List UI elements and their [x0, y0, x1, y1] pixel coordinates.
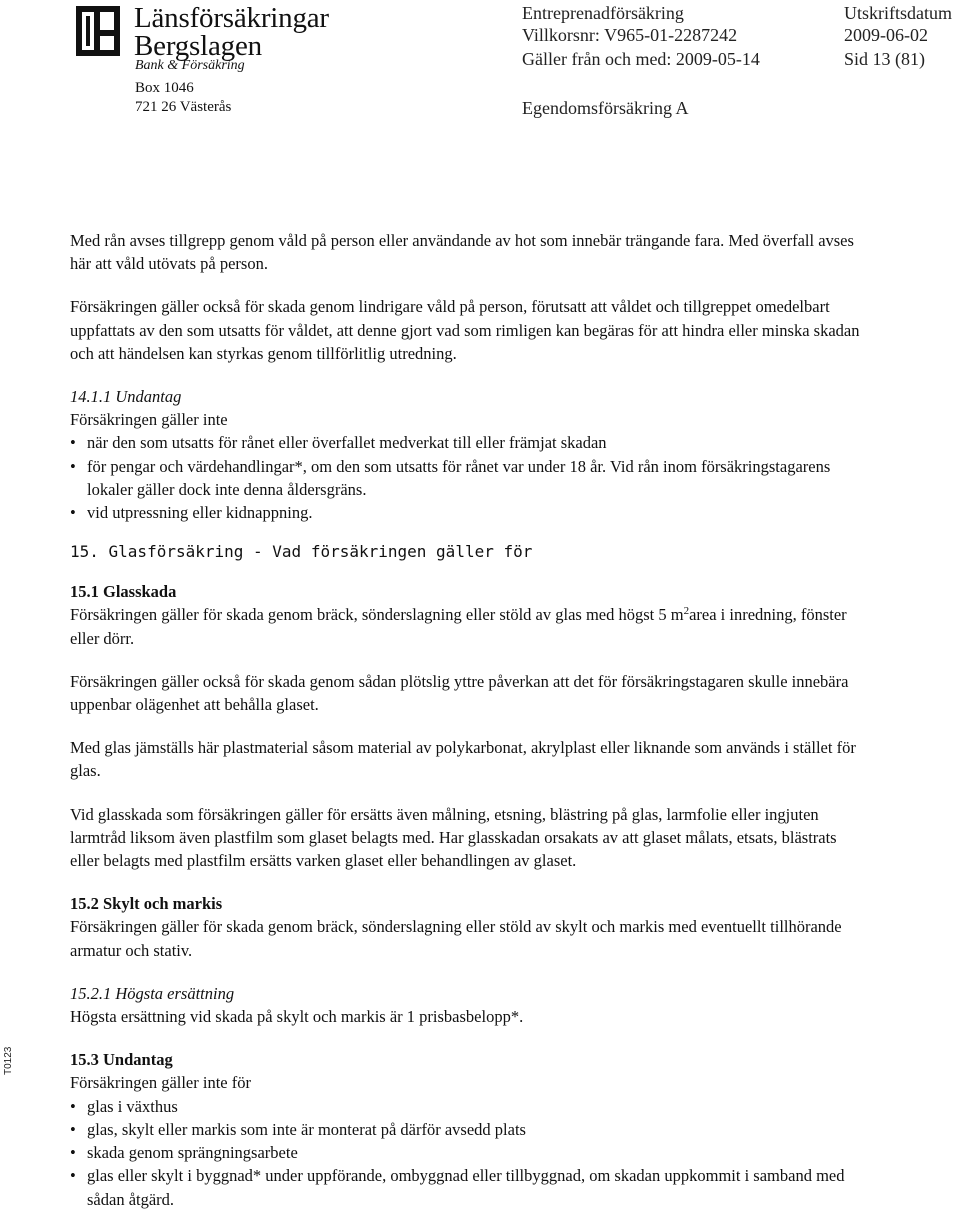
- paragraph-glass-treatment: Vid glasskada som försäkringen gäller för ersätts även målning, etsning, blästring på glas, larmfolie eller ingjuten larmtråd liksom även plastfilm som glaset belagts med. Har glasskadan orsakats av att glaset målats, etsats, blästrats eller belagts med plastfilm ersätts varken glaset eller behandlingen av glaset.: [70, 804, 837, 871]
- paragraph-lesser-violence: Försäkringen gäller också för skada genom lindrigare våld på person, förutsatt att våldet och tillgreppet omedelbart uppfattats av den som utsatts för våldet, att denne gjort vad som rimligen kan begäras för att hindra eller minska skadan och att händelsen kan styrkas genom tillförlitlig utredning.: [70, 297, 860, 363]
- brand-tagline: Bank & Försäkring: [135, 58, 245, 73]
- exclusions-intro-15: Försäkringen gäller inte för: [70, 1073, 251, 1093]
- exclusions-intro: Försäkringen gäller inte: [70, 410, 228, 430]
- side-code: T0123: [3, 1046, 14, 1075]
- heading-15-2-1: 15.2.1 Högsta ersättning: [70, 983, 235, 1003]
- list-item: • skada genom sprängningsarbete: [70, 1141, 870, 1164]
- paragraph-plastic-material: Med glas jämställs här plastmaterial såsom material av polykarbonat, akrylplast eller liknande som används i stället för glas.: [70, 738, 856, 781]
- brand-name-line1: Länsförsäkringar: [134, 2, 329, 34]
- paragraph-max-compensation: Högsta ersättning vid skada på skylt och markis är 1 prisbasbelopp*.: [70, 1007, 524, 1027]
- exclusions-list-15: [70, 1095, 870, 1211]
- page-number: Sid 13 (81): [844, 49, 925, 69]
- list-item: • för pengar och värdehandlingar*, om den som utsatts för rånet var under 18 år. Vid rån inom försäkringstagarens lokaler gäller dock inte denna åldersgräns.: [70, 455, 870, 501]
- brand-name-line2: Bergslagen: [134, 30, 262, 62]
- heading-15-2: 15.2 Skylt och markis: [70, 894, 223, 914]
- paragraph-robbery-definition: Med rån avses tillgrepp genom våld på person eller användande av hot som innebär trängande fara. Med överfall avses här att våld utövats på person.: [70, 231, 854, 274]
- print-date-label: Utskriftsdatum: [844, 3, 952, 23]
- document-body: [70, 229, 870, 1211]
- list-item: • glas i växthus: [70, 1095, 870, 1118]
- print-date: 2009-06-02: [844, 25, 928, 45]
- paragraph-sign-awning: Försäkringen gäller för skada genom bräck, sönderslagning eller stöld av skylt och markis med eventuellt tillhörande armatur och stativ.: [70, 917, 842, 960]
- terms-number: Villkorsnr: V965-01-2287242: [522, 25, 738, 45]
- exclusions-list-14: [70, 431, 870, 524]
- address-line1: Box 1046: [135, 80, 194, 96]
- doc-type: Entreprenadförsäkring: [522, 3, 684, 23]
- list-item: • vid utpressning eller kidnappning.: [70, 501, 870, 524]
- company-logo-icon: [76, 6, 120, 56]
- paragraph-external-impact: Försäkringen gäller också för skada genom sådan plötslig yttre påverkan att det för försäkringstagaren skulle innebära uppenbar olägenhet att behålla glaset.: [70, 671, 849, 715]
- heading-14-1-1: 14.1.1 Undantag: [70, 387, 182, 407]
- list-item: • när den som utsatts för rånet eller överfallet medverkat till eller främjat skadan: [70, 431, 870, 454]
- valid-from: Gäller från och med: 2009-05-14: [522, 49, 760, 69]
- heading-15: 15. Glasförsäkring - Vad försäkringen gäller för: [70, 542, 533, 562]
- heading-15-1: 15.1 Glasskada: [70, 582, 177, 602]
- list-item: • glas, skylt eller markis som inte är monterat på därför avsedd plats: [70, 1118, 870, 1141]
- paragraph-glass-damage: Försäkringen gäller för skada genom bräck, sönderslagning eller stöld av glas med högst 5 $m^2area$ i inredning, fönster eller dörr.: [70, 605, 847, 648]
- section-title: Egendomsförsäkring A: [522, 98, 689, 118]
- list-item: • glas eller skylt i byggnad* under uppförande, ombyggnad eller tillbyggnad, om skadan uppkommit i samband med sådan åtgärd.: [70, 1164, 870, 1210]
- heading-15-3: 15.3 Undantag: [70, 1050, 173, 1070]
- address-line2: 721 26 Västerås: [135, 99, 232, 115]
